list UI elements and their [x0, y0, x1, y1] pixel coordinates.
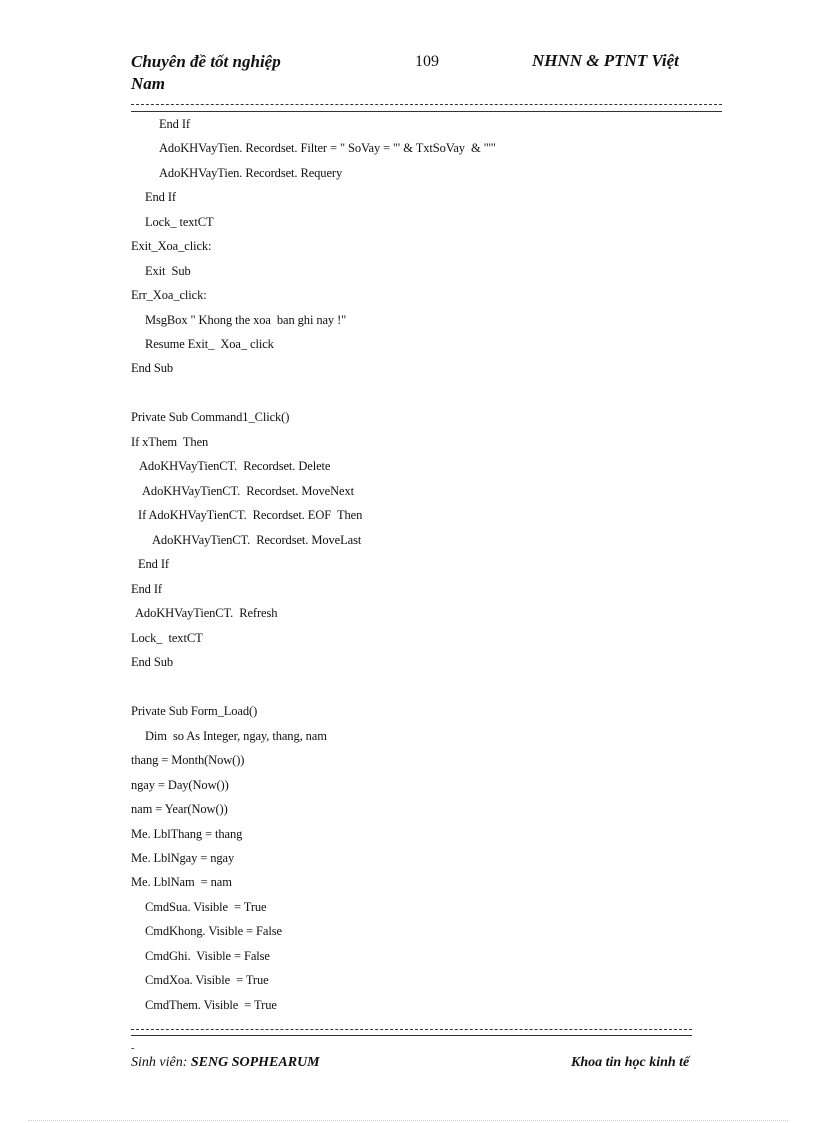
- code-line: Lock_ textCT: [131, 631, 203, 645]
- code-line: End If: [138, 557, 169, 571]
- code-line: End If: [131, 582, 162, 596]
- code-line: nam = Year(Now()): [131, 802, 228, 816]
- code-line: ngay = Day(Now()): [131, 778, 229, 792]
- code-line: AdoKHVayTien. Recordset. Filter = " SoVay = '" & TxtSoVay & "'": [159, 141, 496, 155]
- code-line: Resume Exit_ Xoa_ click: [145, 337, 274, 351]
- code-line: Private Sub Command1_Click(): [131, 410, 290, 424]
- code-line: Private Sub Form_Load(): [131, 704, 258, 718]
- code-line: If AdoKHVayTienCT. Recordset. EOF Then: [138, 508, 363, 522]
- footer-rule-solid: [131, 1035, 692, 1036]
- footer-student-name: SENG SOPHEARUM: [190, 1055, 320, 1070]
- code-line: AdoKHVayTienCT. Recordset. Delete: [139, 459, 331, 473]
- header-rule-solid: [131, 111, 722, 112]
- page-edge: [28, 1120, 788, 1121]
- code-line: thang = Month(Now()): [131, 753, 245, 767]
- code-line: CmdXoa. Visible = True: [145, 973, 269, 987]
- code-line: Me. LblNgay = ngay: [131, 851, 235, 865]
- code-line: Err_Xoa_click:: [131, 288, 207, 302]
- header-title: [131, 51, 281, 95]
- footer-student-label: Sinh viên:: [131, 1055, 191, 1070]
- code-line: AdoKHVayTienCT. Recordset. MoveNext: [142, 484, 355, 498]
- code-line: AdoKHVayTien. Recordset. Requery: [159, 166, 343, 180]
- code-line: CmdKhong. Visible = False: [145, 924, 282, 938]
- header-title-line1: Chuyên đề tốt nghiệp: [131, 52, 281, 71]
- code-line: Me. LblThang = thang: [131, 827, 243, 841]
- code-line: AdoKHVayTienCT. Refresh: [135, 606, 278, 620]
- header-title-line2: Nam: [131, 74, 165, 93]
- footer-tick: -: [131, 1043, 135, 1054]
- code-line: Me. LblNam = nam: [131, 875, 232, 889]
- code-line: If xThem Then: [131, 435, 209, 449]
- code-line: End Sub: [131, 361, 174, 375]
- code-line: AdoKHVayTienCT. Recordset. MoveLast: [152, 533, 362, 547]
- code-line: CmdGhi. Visible = False: [145, 949, 270, 963]
- footer-rule-dashed: [131, 1029, 692, 1030]
- header-rule-dashed: [131, 104, 722, 105]
- code-line: Lock_ textCT: [145, 215, 214, 229]
- code-line: End If: [145, 190, 176, 204]
- code-line: Exit Sub: [145, 264, 191, 278]
- code-line: MsgBox " Khong the xoa ban ghi nay !": [145, 313, 347, 327]
- header-organization: NHNN & PTNT Việt: [532, 51, 679, 70]
- footer-faculty: Khoa tin học kinh tế: [571, 1055, 690, 1070]
- code-line: Exit_Xoa_click:: [131, 239, 212, 253]
- code-line: End If: [159, 117, 190, 131]
- code-line: CmdSua. Visible = True: [145, 900, 267, 914]
- code-line: End Sub: [131, 655, 174, 669]
- footer-student: [131, 1055, 320, 1071]
- code-line: CmdThem. Visible = True: [145, 998, 277, 1012]
- code-line: Dim so As Integer, ngay, thang, nam: [145, 729, 327, 743]
- page-number: 109: [415, 53, 439, 70]
